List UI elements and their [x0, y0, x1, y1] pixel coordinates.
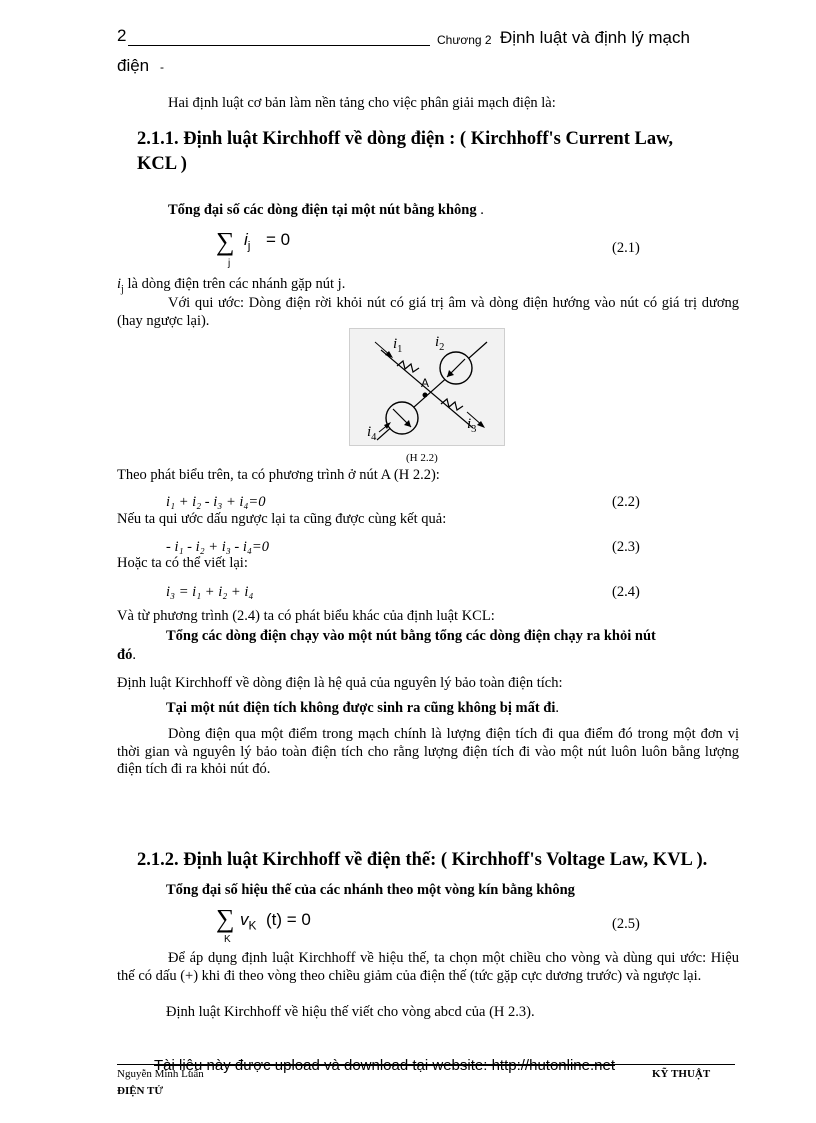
convention-paragraph — [117, 295, 739, 330]
alt-statement-2: đó — [117, 647, 133, 663]
conservation-text: Định luật Kirchhoff về dòng điện là hệ quả của nguyên lý bảo toàn điện tích: — [117, 675, 563, 691]
eq5-var: v — [240, 910, 249, 929]
eq2-text: i₁ + i₂ - i₃ + i₄=0 — [166, 494, 266, 510]
application-text: Để áp dụng định luật Kirchhoff về hiệu thế, ta chọn một chiều cho vòng và dùng qui ước: Hiệu thế có dấu (+) khi đi theo vòng theo chiều giảm của điện thế (tức gặp cực dương trước) và ngược lại. — [117, 950, 739, 984]
label-i1-var: i — [393, 336, 398, 352]
label-i3-var: i — [467, 416, 472, 432]
label-i1 — [393, 336, 402, 355]
chapter-label: Chương 2 — [437, 33, 492, 47]
label-i2 — [435, 334, 444, 353]
eq4-text: i₃ = i₁ + i₂ + i₄ — [166, 584, 254, 600]
alt-kcl-statement-line1: Tổng các dòng điện chạy vào một nút bằng tổng các dòng điện chạy ra khỏi nút — [166, 628, 656, 644]
upload-note: Tài liệu này được upload và download tại website: http://hutonline.net — [154, 1057, 616, 1074]
label-i1-sub: 1 — [397, 344, 403, 355]
page-number: 2 — [117, 26, 127, 45]
label-i4-var: i — [367, 424, 372, 440]
eq1-sub: j — [247, 238, 251, 253]
header-rule — [128, 45, 430, 46]
eq3-number: (2.3) — [612, 539, 640, 555]
conservation-statement-end: . — [555, 700, 560, 716]
eq1-var: i — [244, 230, 248, 249]
label-i4 — [367, 424, 376, 443]
eq1-rhs: = 0 — [266, 230, 291, 249]
hoac-text: Hoặc ta có thể viết lại: — [117, 555, 248, 571]
application-paragraph — [117, 950, 739, 985]
convention-text: Với qui ước: Dòng điện rời khỏi nút có giá trị âm và dòng điện hướng vào nút có giá trị dương (hay ngược lại). — [117, 295, 739, 329]
figure-h2-2 — [349, 328, 505, 446]
sum-symbol: ∑ — [216, 227, 235, 256]
sum-symbol-kvl: ∑ — [216, 904, 235, 933]
eq5-index: K — [224, 934, 231, 945]
def-text: là dòng điện trên các nhánh gặp nút j. — [123, 276, 346, 292]
chapter-title: Định luật và định lý mạch — [500, 28, 690, 47]
ij-definition — [117, 276, 345, 295]
eq5-variable — [240, 910, 256, 932]
label-i2-var: i — [435, 334, 440, 350]
kcl-statement-text: Tổng đại số các dòng điện tại một nút bằng không — [168, 202, 477, 218]
eq3-text: - i₁ - i₂ + i₃ - i₄=0 — [166, 539, 269, 555]
eq5-rhs: (t) = 0 — [266, 910, 311, 929]
footer-rule — [117, 1064, 735, 1065]
theo-text: Theo phát biểu trên, ta có phương trình ở nút A (H 2.2): — [117, 467, 440, 483]
chapter-title-continued: điện — [117, 56, 150, 75]
label-node-a: A — [421, 376, 430, 390]
conservation-statement-text: Tại một nút điện tích không được sinh ra cũng không bị mất đi — [166, 700, 556, 716]
figure-caption: (H 2.2) — [406, 452, 438, 464]
eq1-index: j — [228, 258, 231, 269]
eq1-number: (2.1) — [612, 240, 640, 256]
footer-dept-left: ĐIỆN TỬ — [117, 1085, 164, 1097]
label-i2-sub: 2 — [439, 342, 445, 353]
intro-text: Hai định luật cơ bản làm nền tảng cho việc phân giải mạch điện là: — [168, 95, 556, 111]
header-dash: - — [160, 60, 164, 74]
neu-text: Nếu ta qui ước dấu ngược lại ta cũng được cùng kết quả: — [117, 511, 447, 527]
apply-loop-text: Định luật Kirchhoff về hiệu thế viết cho vòng abcd của (H 2.3). — [166, 1004, 535, 1020]
va-tu-text: Và từ phương trình (2.4) ta có phát biểu khác của định luật KCL: — [117, 608, 495, 624]
label-i3-sub: 3 — [471, 424, 477, 435]
label-i4-sub: 4 — [371, 432, 377, 443]
kcl-statement-end: . — [480, 202, 484, 218]
alt-kcl-statement-line2 — [117, 647, 136, 664]
alt-statement-end: . — [132, 647, 136, 663]
explanation-paragraph — [117, 726, 739, 779]
kcl-statement — [168, 202, 484, 219]
def-var: i — [117, 276, 122, 292]
footer-author: Nguyễn Minh Luân — [117, 1068, 204, 1080]
eq5-number: (2.5) — [612, 916, 640, 932]
label-i3 — [467, 416, 476, 435]
node-a-dot — [423, 393, 428, 398]
eq5-sub: K — [248, 918, 257, 933]
section-heading-kcl-line2: KCL ) — [137, 154, 187, 174]
eq1-variable — [244, 230, 250, 252]
section-heading-kcl-line1: 2.1.1. Định luật Kirchhoff về dòng điện : ( Kirchhoff's Current Law, — [137, 129, 674, 149]
explanation-text: Dòng điện qua một điểm trong mạch chính là lượng điện tích đi qua điểm đó trong một đơn vị thời gian và nguyên lý bảo toàn điện tích cho rằng lượng điện tích đi vào một nút luôn luôn bằng lượng điện tích đi ra khỏi nút đó. — [117, 726, 739, 777]
kvl-statement: Tổng đại số hiệu thế của các nhánh theo một vòng kín bằng không — [166, 882, 575, 898]
conservation-statement — [166, 700, 559, 717]
footer-dept-right: KỸ THUẬT — [652, 1068, 711, 1080]
section-heading-kvl: 2.1.2. Định luật Kirchhoff về điện thế: ( Kirchhoff's Voltage Law, KVL ). — [137, 850, 708, 870]
eq2-number: (2.2) — [612, 494, 640, 510]
def-sub: j — [121, 283, 124, 295]
eq4-number: (2.4) — [612, 584, 640, 600]
